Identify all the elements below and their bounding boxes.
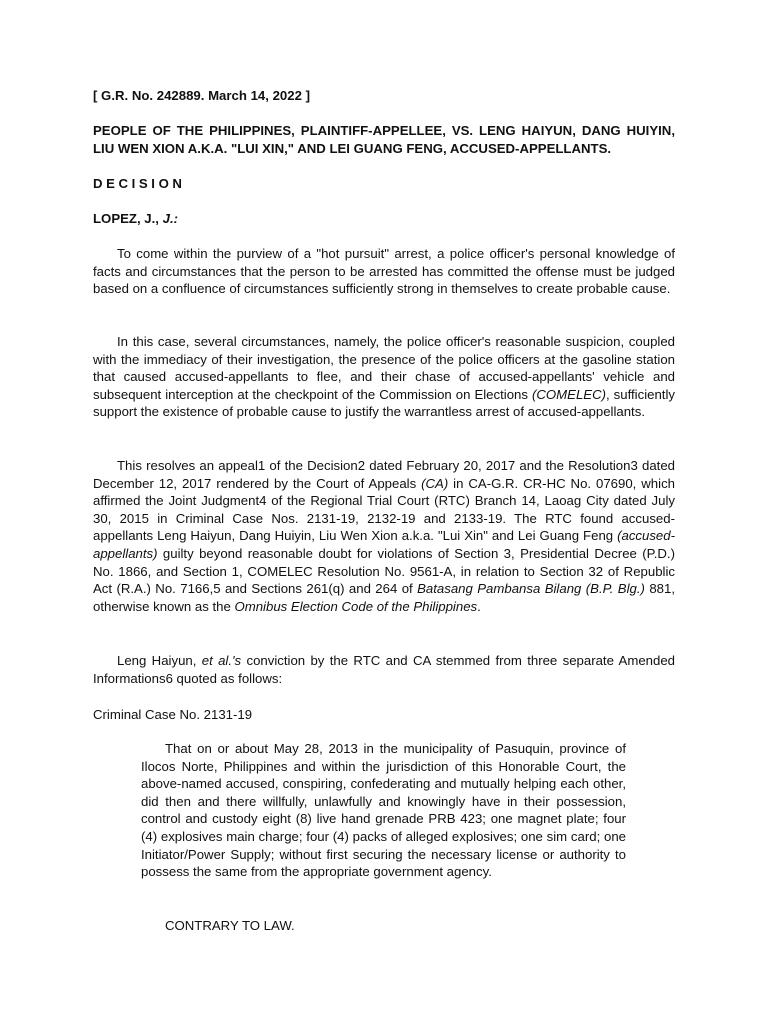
p3-italic-bp: Batasang Pambansa Bilang (B.P. Blg.)	[417, 581, 645, 597]
case-parties: PEOPLE OF THE PHILIPPINES, PLAINTIFF-APPELLEE, VS. LENG HAIYUN, DANG HUIYIN, LIU WEN XION A.K.A. "LUI XIN," AND LEI GUANG FENG, ACCUSED-APPELLANTS.	[93, 123, 675, 156]
p3-text-i: .	[477, 598, 481, 614]
p3-italic-ca: (CA)	[421, 475, 449, 491]
p3-text-a: This resolves an appeal1 of the Decision2 dated February 20, 2017 and the Resolution3 dated December 12, 2017 rendered by the Court of Appeals	[93, 458, 675, 491]
p3-text-c: in CA-G.R. CR-HC No. 07690, which affirmed the Joint Judgment4 of the Regional Trial Court (RTC) Branch 14, Laoag City dated July 30, 2015 in Criminal Case Nos. 2131-19, 2132-19 and 2133-19. The RTC found accused-appellants Leng Haiyun, Dang Huiyin, Liu Wen Xion a.k.a. "Lui Xin" and Lei Guang Feng	[93, 475, 675, 544]
p3-text-g: 881, otherwise known as the	[93, 581, 675, 614]
paragraph-1: To come within the purview of a "hot pursuit" arrest, a police officer's personal knowledge of facts and circumstances that the person to be arrested has committed the offense must be judged based on a confluence of circumstances sufficiently strong in themselves to create probable cause.	[93, 246, 675, 297]
p3-italic-accused: (accused-appellants)	[93, 528, 675, 561]
ponente-suffix: J.:	[162, 211, 179, 226]
paragraph-3	[93, 457, 675, 615]
information-quote: That on or about May 28, 2013 in the municipality of Pasuquin, province of Ilocos Norte, Philippines and within the jurisdiction of this Honorable Court, the above-named accused, conspiring, confederating and mutually helping each other, did then and there willfully, unlawfully and knowingly have in their possession, control and custody eight (8) live hand grenade PRB 423; one magnet plate; four (4) explosives main charge; four (4) packs of alleged explosives; one sim card; one Initiator/Power Supply; without first securing the necessary license or authority to possess the same from the appropriate government agency.	[141, 741, 626, 880]
p2-text-a: In this case, several circumstances, namely, the police officer's reasonable suspicion, coupled with the immediacy of their investigation, the presence of the police officers at the gasoline station that caused accused-appellants to flee, and their chase of accused-appellants' vehicle and subsequent interception at the checkpoint of the Commission on Elections	[93, 334, 675, 402]
p3-italic-code: Omnibus Election Code of the Philippines	[234, 598, 478, 614]
p2-italic-comelec: (COMELEC)	[531, 386, 606, 402]
case-heading: Criminal Case No. 2131-19	[93, 707, 253, 722]
contrary-to-law: CONTRARY TO LAW.	[165, 918, 295, 933]
decision-label: DECISION	[93, 176, 186, 191]
ponente	[93, 210, 675, 228]
paragraph-2	[93, 333, 675, 421]
ponente-name: LOPEZ, J.,	[93, 211, 163, 226]
case-citation: [ G.R. No. 242889. March 14, 2022 ]	[93, 88, 310, 103]
paragraph-4	[93, 652, 675, 687]
p2-text-c: , sufficiently support the existence of probable cause to justify the warrantless arrest of accused-appellants.	[93, 386, 675, 420]
p4-text-a: Leng Haiyun,	[117, 653, 202, 668]
p4-italic-etal: et al.'s	[201, 653, 242, 668]
p3-text-e: guilty beyond reasonable doubt for violations of Section 3, Presidential Decree (P.D.) No. 1866, and Section 1, COMELEC Resolution No. 9561-A, in relation to Section 32 of Republic Act (R.A.) No. 7166,5 and Sections 261(q) and 264 of	[93, 545, 675, 597]
p4-text-c: conviction by the RTC and CA stemmed from three separate Amended Informations6 quoted as follows:	[93, 653, 676, 686]
